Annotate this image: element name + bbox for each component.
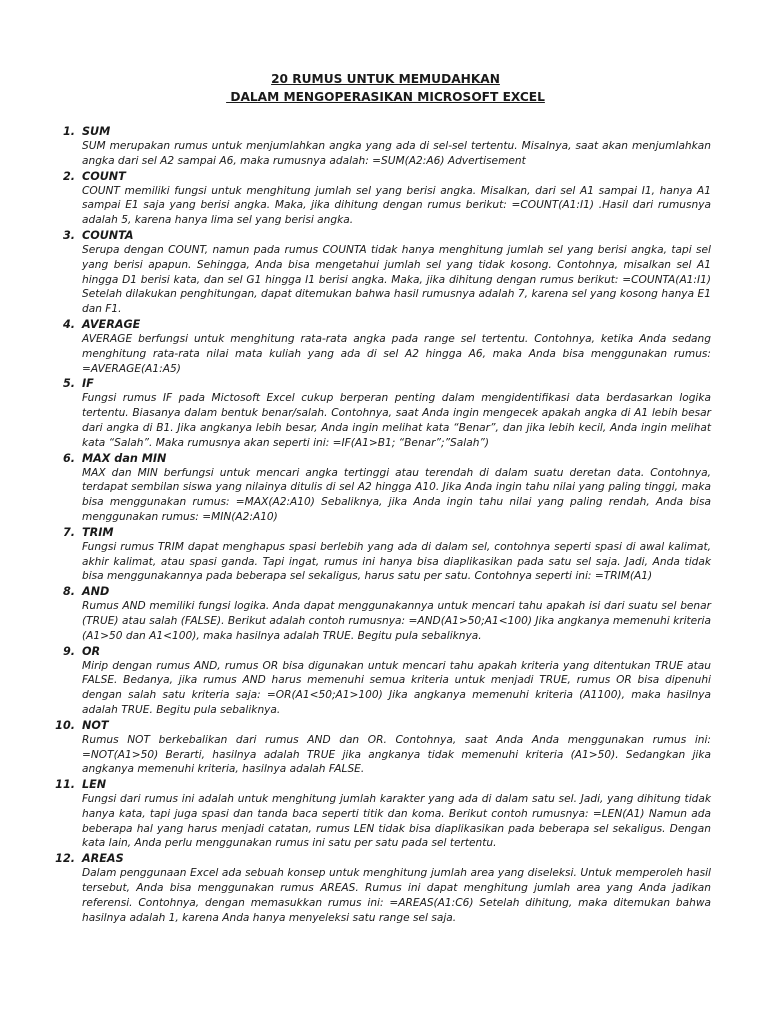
rule-description: Mirip dengan rumus AND, rumus OR bisa digunakan untuk mencari tahu apakah kriteria yang ditentukan TRUE atau FALSE. Bedanya, jika rumus AND harus memenuhi semua kriteria untuk menjadi TRUE, rumus OR bisa dipenuhi dengan salah satu kriteria saja: =OR(A1<50;A1>100) Jika angkanya memenuhi kriteria (A1100), maka hasilnya adalah TRUE. Begitu pula sebaliknya.: [82, 659, 711, 716]
rule-number: 6.: [62, 451, 75, 465]
list-item: [60, 317, 711, 376]
rule-number: 5.: [62, 377, 75, 391]
rule-name: AVERAGE: [82, 317, 141, 331]
list-item: [60, 451, 711, 525]
rule-description: COUNT memiliki fungsi untuk menghitung jumlah sel yang berisi angka. Misalkan, dari sel A1 sampai I1, hanya A1 sampai E1 saja yang berisi angka. Maka, jika dihitung dengan rumus berikut: =COUNT(A1:I1) .Hasil dari rumusnya adalah 5, karena hanya lima sel yang berisi angka.: [82, 184, 711, 227]
rule-name: IF: [82, 377, 94, 391]
list-item: [60, 124, 711, 169]
rule-description: Fungsi rumus IF pada Mictosoft Excel cukup berperan penting dalam mengidentifikasi data berdasarkan logika tertentu. Biasanya dalam bentuk benar/salah. Contohnya, saat Anda ingin mengecek apakah angka di A1 lebih besar dari angka di B1. Jika angkanya lebih besar, Anda ingin melihat kata “Benar”, dan jika lebih kecil, Anda ingin melihat kata “Salah”. Maka rumusnya akan seperti ini: =IF(A1>B1; “Benar”;”Salah”): [82, 392, 711, 449]
rule-description: Fungsi dari rumus ini adalah untuk menghitung jumlah karakter yang ada di dalam satu sel. Jadi, yang dihitung tidak hanya kata, tapi juga spasi dan tanda baca seperti titik dan koma. Berikut contoh rumusnya: =LEN(A1) Namun ada beberapa hal yang harus menjadi catatan, rumus LEN tidak bisa diaplikasikan pada beberapa sel sekaligus. Dengan kata lain, Anda perlu menggunakan rumus ini satu per satu pada sel tertentu.: [82, 793, 711, 850]
rule-description: SUM merupakan rumus untuk menjumlahkan angka yang ada di sel-sel tertentu. Misalnya, saat akan menjumlahkan angka dari sel A2 sampai A6, maka rumusnya adalah: =SUM(A2:A6) Advertisement: [82, 140, 711, 167]
rule-description: Rumus AND memiliki fungsi logika. Anda dapat menggunakannya untuk mencari tahu apakah isi dari suatu sel benar (TRUE) atau salah (FALSE). Berikut adalah contoh rumusnya: =AND(A1>50;A1<100) Jika angkanya memenuhi kriteria (A1>50 dan A1<100), maka hasilnya adalah TRUE. Begitu pula sebaliknya.: [82, 600, 711, 642]
list-item: [55, 718, 711, 777]
rule-description: Fungsi rumus TRIM dapat menghapus spasi berlebih yang ada di dalam sel, contohnya seperti spasi di awal kalimat, akhir kalimat, atau spasi ganda. Tapi ingat, rumus ini hanya bisa diaplikasikan pada satu sel saja. Jadi, Anda tidak bisa menggunakannya pada beberapa sel sekaligus, harus satu per satu. Contohnya seperti ini: =TRIM(A1): [82, 540, 711, 583]
rule-name: LEN: [82, 778, 107, 792]
title-line-2: DALAM MENGOPERASIKAN MICROSOFT EXCEL: [226, 90, 545, 104]
rule-description: AVERAGE berfungsi untuk menghitung rata-rata angka pada range sel tertentu. Contohnya, ketika Anda sedang menghitung rata-rata nilai mata kuliah yang ada di sel A2 hingga A6, maka Anda bisa menggunakan rumus: =AVERAGE(A1:A5): [82, 332, 711, 375]
rule-description: MAX dan MIN berfungsi untuk mencari angka tertinggi atau terendah di dalam suatu deretan data. Contohnya, terdapat sembilan siswa yang nilainya ditulis di sel A2 hingga A10. Jika Anda ingin tahu nilai yang paling tinggi, maka bisa menggunakan rumus: =MAX(A2:A10) Sebaliknya, jika Anda ingin tahu nilai yang paling rendah, Anda bisa menggunakan rumus: =MIN(A2:A10): [82, 466, 711, 523]
rule-name: AREAS: [82, 852, 124, 866]
rule-description: Rumus NOT berkebalikan dari rumus AND dan OR. Contohnya, saat Anda Anda menggunakan rumus ini: =NOT(A1>50) Berarti, hasilnya adalah TRUE jika angkanya tidak memenuhi kriteria (A1>50). Sedangkan jika angkanya memenuhi kriteria, hasilnya adalah FALSE.: [82, 733, 711, 776]
rule-number: 12.: [55, 852, 75, 866]
list-item: [55, 851, 711, 925]
rule-number: 4.: [62, 317, 75, 331]
rule-description: Dalam penggunaan Excel ada sebuah konsep untuk menghitung jumlah area yang diseleksi. Untuk memperoleh hasil tersebut, Anda bisa menggunakan rumus AREAS. Rumus ini dapat menghitung jumlah area yang Anda jadikan referensi. Contohnya, dengan memasukkan rumus ini: =AREAS(A1:C6) Setelah dihitung, maka ditemukan bahwa hasilnya adalah 1, karena Anda hanya menyeleksi satu range sel saja.: [82, 867, 711, 924]
rule-name: TRIM: [82, 525, 114, 539]
list-item: [60, 525, 711, 584]
rule-name: COUNTA: [82, 228, 134, 242]
list-item: [60, 644, 711, 718]
rule-name: OR: [82, 644, 101, 658]
rule-number: 8.: [62, 585, 75, 599]
rule-number: 9.: [62, 644, 75, 658]
rule-description: Serupa dengan COUNT, namun pada rumus COUNTA tidak hanya menghitung jumlah sel yang berisi angka, tapi sel yang berisi apapun. Sehingga, Anda bisa mengetahui jumlah sel yang tidak kosong. Contohnya, misalkan sel A1 hingga D1 berisi kata, dan sel G1 hingga I1 berisi angka. Maka, jika dihitung dengan rumus berikut: =COUNTA(A1:I1) Setelah dilakukan penghitungan, dapat ditemukan bahwa hasil rumusnya adalah 7, karena sel yang kosong hanya E1 dan F1.: [82, 243, 711, 316]
rule-name: MAX dan MIN: [82, 451, 167, 465]
rules-list: [55, 124, 711, 925]
document-title: [60, 70, 711, 106]
rule-number: 1.: [62, 125, 75, 138]
rule-number: 3.: [62, 228, 75, 242]
rule-number: 7.: [62, 525, 75, 539]
rule-number: 11.: [55, 778, 75, 792]
rule-name: SUM: [82, 125, 111, 138]
rule-number: 2.: [62, 169, 75, 183]
list-item: [60, 169, 711, 228]
rule-name: NOT: [82, 718, 109, 732]
list-item: [60, 584, 711, 643]
rule-name: COUNT: [82, 169, 126, 183]
rule-name: AND: [82, 585, 110, 599]
list-item: [60, 228, 711, 317]
list-item: [55, 777, 711, 851]
rule-number: 10.: [55, 718, 75, 732]
title-line-1: 20 RUMUS UNTUK MEMUDAHKAN: [271, 72, 500, 86]
list-item: [60, 376, 711, 450]
